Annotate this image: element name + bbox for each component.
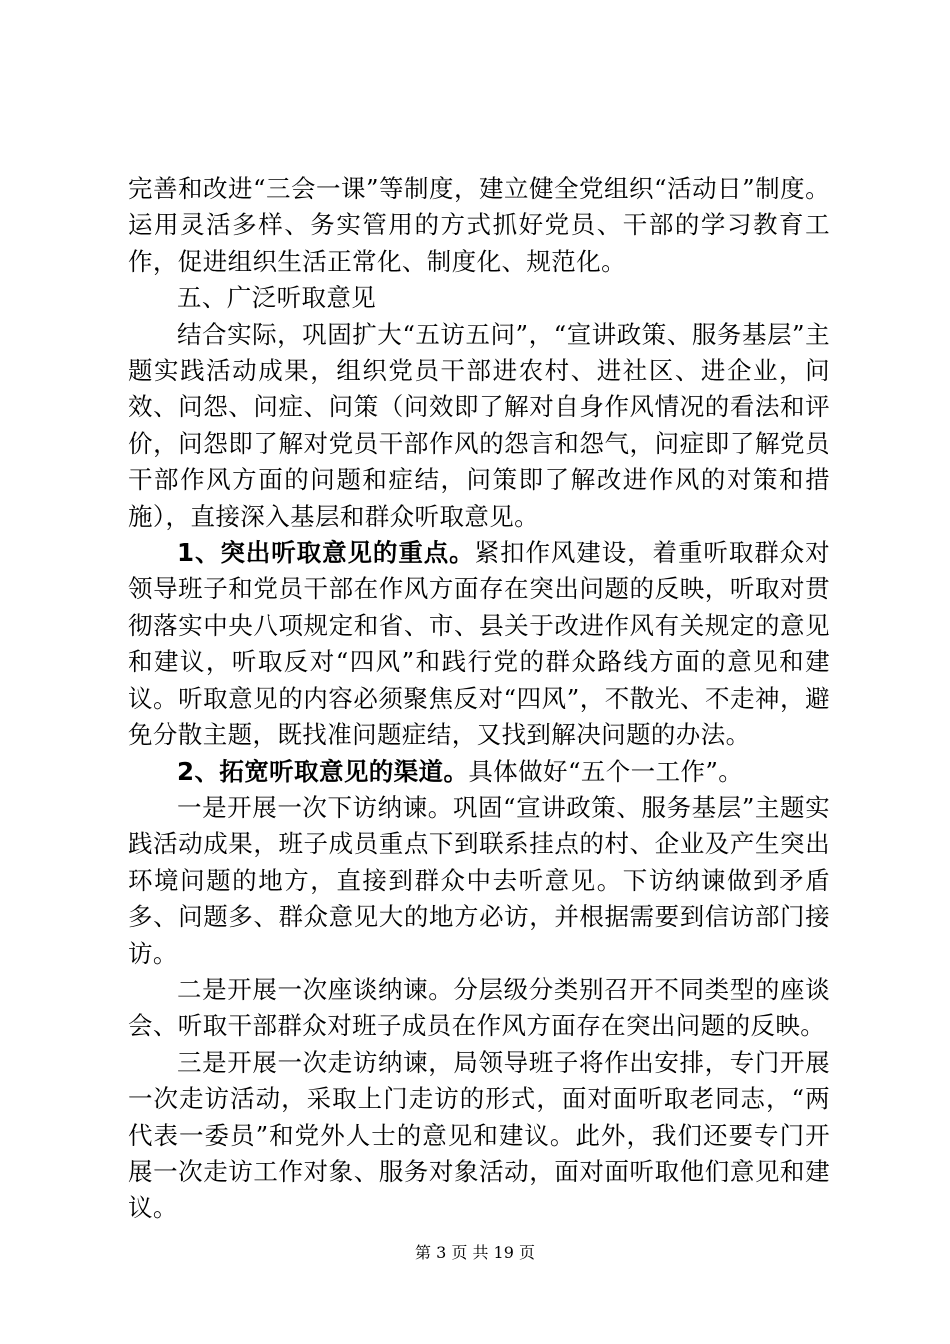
- paragraph-text: 二是开展一次座谈纳谏。分层级分类别召开不同类型的座谈会、听取干部群众对班子成员在作风方面存在突出问题的反映。: [128, 974, 830, 1041]
- paragraph-lead: 1、突出听取意见的重点。: [177, 538, 475, 568]
- paragraph-6: [128, 790, 830, 972]
- paragraph-3: [128, 317, 830, 535]
- paragraph-5: [128, 754, 830, 790]
- page-number: 第 3 页 共 19 页: [415, 1243, 535, 1262]
- paragraph-text: 具体做好“五个一工作”。: [468, 756, 744, 786]
- page-footer: [0, 1243, 950, 1263]
- section-heading: [128, 280, 830, 316]
- paragraph-text: 三是开展一次走访纳谏，局领导班子将作出安排，专门开展一次走访活动，采取上门走访的形式，面对面听取老同志，“两代表一委员”和党外人士的意见和建议。此外，我们还要专门开展一次走访工作对象、服务对象活动，面对面听取他们意见和建议。: [128, 1047, 830, 1223]
- paragraph-text: 紧扣作风建设，着重听取群众对领导班子和党员干部在作风方面存在突出问题的反映，听取对贯彻落实中央八项规定和省、市、县关于改进作风有关规定的意见和建议，听取反对“四风”和践行党的群众路线方面的意见和建议。听取意见的内容必须聚焦反对“四风”，不散光、不走神，避免分散主题，既找准问题症结，又找到解决问题的办法。: [128, 538, 830, 750]
- heading-text: 五、广泛听取意见: [177, 283, 377, 313]
- paragraph-text: 一是开展一次下访纳谏。巩固“宣讲政策、服务基层”主题实践活动成果，班子成员重点下到联系挂点的村、企业及产生突出环境问题的地方，直接到群众中去听意见。下访纳谏做到矛盾多、问题多、群众意见大的地方必访，并根据需要到信访部门接访。: [128, 792, 830, 968]
- paragraph-text: 结合实际，巩固扩大“五访五问”，“宣讲政策、服务基层”主题实践活动成果，组织党员干部进农村、进社区、进企业，问效、问怨、问症、问策（问效即了解对自身作风情况的看法和评价，问怨即了解对党员干部作风的怨言和怨气，问症即了解党员干部作风方面的问题和症结，问策即了解改进作风的对策和措施），直接深入基层和群众听取意见。: [128, 319, 830, 531]
- paragraph-1: [128, 171, 830, 280]
- document-body: [128, 171, 830, 1227]
- paragraph-text: 完善和改进“三会一课”等制度，建立健全党组织“活动日”制度。运用灵活多样、务实管用的方式抓好党员、干部的学习教育工作，促进组织生活正常化、制度化、规范化。: [128, 174, 830, 276]
- paragraph-7: [128, 972, 830, 1045]
- paragraph-lead: 2、拓宽听取意见的渠道。: [177, 756, 469, 786]
- paragraph-8: [128, 1045, 830, 1227]
- paragraph-4: [128, 535, 830, 753]
